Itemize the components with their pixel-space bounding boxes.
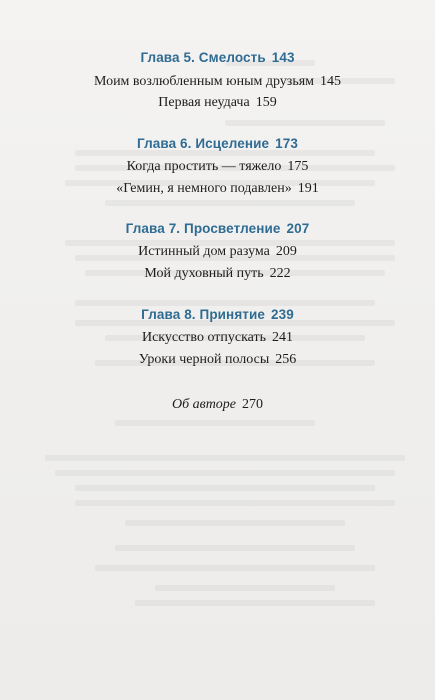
entry-title: Моим возлюбленным юным друзьям: [93, 74, 315, 89]
chapter-heading: [0, 221, 435, 236]
toc-entry: [0, 352, 435, 368]
toc-entry: [0, 95, 435, 111]
entry-page-number: 241: [272, 330, 294, 345]
chapter-title: Глава 8. Принятие: [141, 307, 266, 322]
entry-page-number: 270: [242, 397, 264, 412]
entry-title: Об авторе: [171, 397, 237, 412]
chapter-page-number: 239: [271, 307, 294, 322]
entry-page-number: 222: [269, 266, 291, 281]
chapter-heading: [0, 50, 435, 65]
chapter-title: Глава 7. Просветление: [125, 221, 281, 236]
entry-title: Когда простить — тяжело: [126, 159, 282, 174]
chapter-heading: [0, 307, 435, 322]
entry-title: «Гемин, я немного подавлен»: [116, 181, 292, 196]
chapter-heading: [0, 136, 435, 151]
toc-entry: [0, 159, 435, 175]
chapter-page-number: 173: [275, 136, 298, 151]
about-author-entry: [0, 397, 435, 413]
toc-entry: [0, 181, 435, 197]
toc-entry: [0, 330, 435, 346]
entry-title: Первая неудача: [158, 95, 250, 110]
chapter-title: Глава 5. Смелость: [140, 50, 266, 65]
entry-page-number: 209: [275, 244, 297, 259]
entry-page-number: 145: [320, 74, 342, 89]
chapter-page-number: 207: [286, 221, 310, 236]
entry-page-number: 159: [255, 95, 277, 110]
entry-page-number: 256: [275, 352, 297, 367]
entry-title: Искусство отпускать: [141, 330, 267, 345]
entry-page-number: 175: [287, 159, 309, 174]
entry-page-number: 191: [297, 181, 319, 196]
toc-entry: [0, 244, 435, 260]
toc-entry: [0, 74, 435, 90]
entry-title: Уроки черной полосы: [138, 352, 270, 367]
entry-title: Истинный дом разума: [138, 244, 270, 259]
chapter-title: Глава 6. Исцеление: [137, 136, 270, 151]
entry-title: Мой духовный путь: [144, 266, 264, 281]
toc-entry: [0, 266, 435, 282]
chapter-page-number: 143: [271, 50, 295, 65]
